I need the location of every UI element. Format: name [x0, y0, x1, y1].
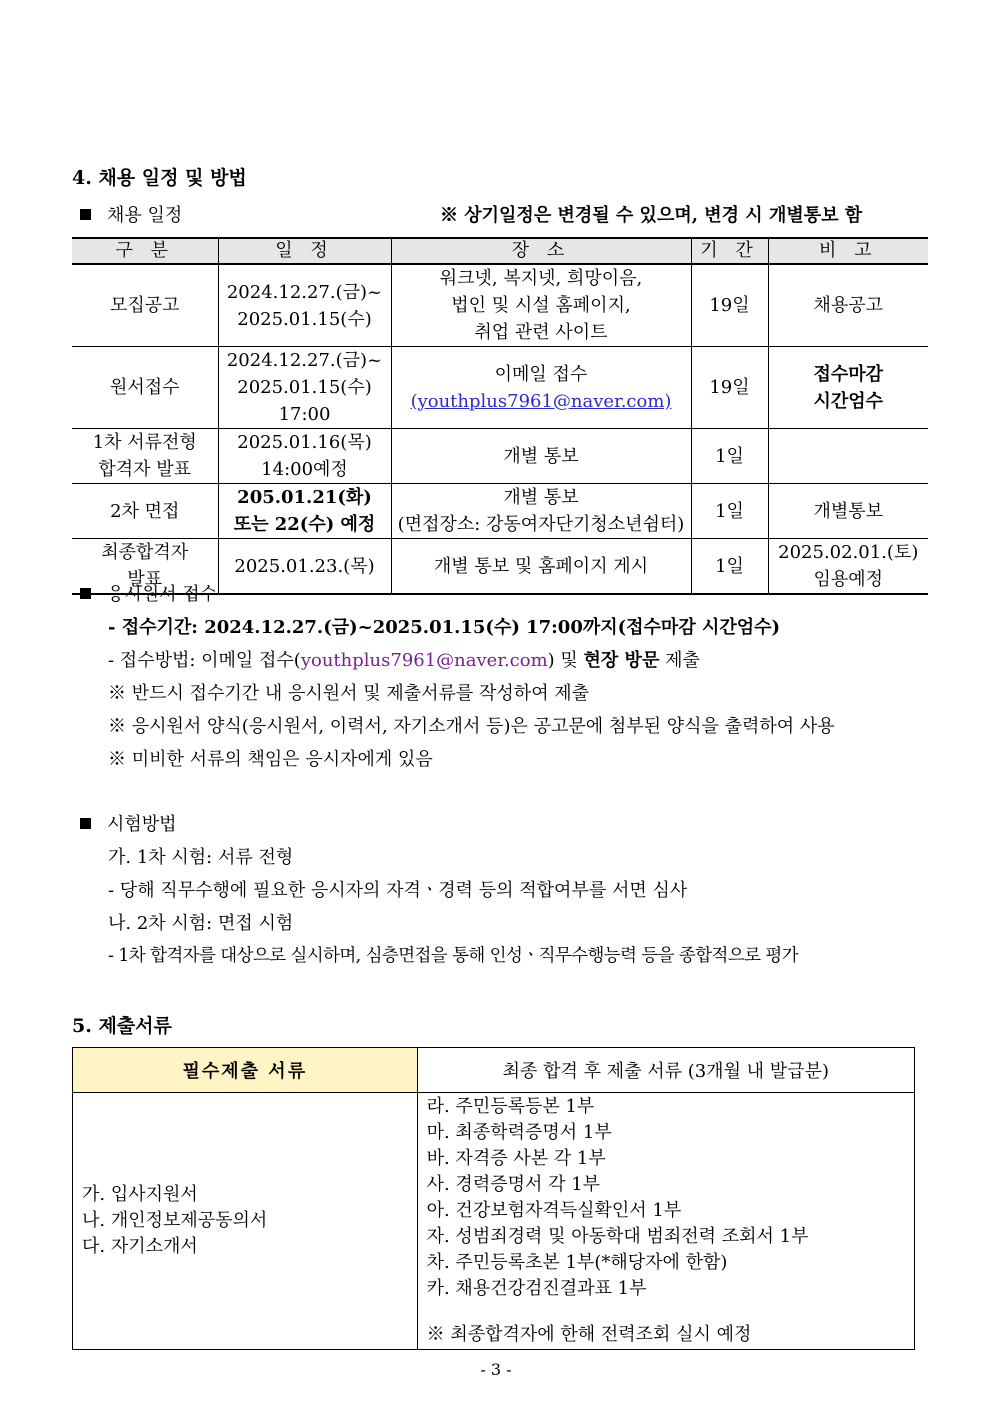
required-docs-header: 필수제출 서류	[73, 1048, 418, 1093]
schedule-label-row	[80, 201, 182, 227]
row-date: 2025.01.23.(목)	[218, 539, 391, 595]
square-bullet-icon	[80, 818, 91, 829]
name-line: 발표	[127, 569, 163, 590]
square-bullet-icon	[80, 209, 91, 220]
date-line: 2024.12.27.(금)~	[226, 350, 383, 371]
row-place	[391, 347, 691, 429]
row-note: 개별통보	[768, 484, 928, 539]
list-item: 라. 주민등록등본 1부	[426, 1096, 595, 1117]
note-line: 임용예정	[813, 569, 884, 590]
row-name: 원서접수	[72, 347, 218, 429]
application-label-row	[80, 578, 835, 611]
list-item: 마. 최종학력증명서 1부	[426, 1122, 612, 1143]
row-period: 1일	[691, 429, 768, 484]
documents-table	[72, 1047, 915, 1350]
row-place	[391, 484, 691, 539]
email-link[interactable]: (youthplus7961@naver.com)	[410, 390, 672, 412]
exam-section	[80, 808, 798, 973]
row-note	[768, 429, 928, 484]
list-item: 카. 채용건강검진결과표 1부	[426, 1278, 647, 1299]
row-name	[72, 429, 218, 484]
schedule-label: 채용 일정	[107, 205, 183, 226]
list-item: 가. 입사지원서	[82, 1184, 198, 1205]
date-line: 2025.01.16(목)	[237, 432, 372, 453]
place-line: 개별 통보	[503, 487, 579, 508]
note-line: 접수마감	[813, 363, 884, 385]
header-category: 구 분	[72, 238, 218, 264]
row-place	[391, 264, 691, 347]
row-place: 개별 통보 및 홈페이지 게시	[391, 539, 691, 595]
header-date: 일 정	[218, 238, 391, 264]
schedule-header-row	[72, 238, 928, 264]
table-row	[72, 347, 928, 429]
method-suffix: 제출	[659, 650, 700, 671]
row-period: 19일	[691, 264, 768, 347]
final-docs-list	[419, 1094, 913, 1348]
date-line: 또는 22(수) 예정	[233, 514, 376, 535]
list-item: 바. 자격증 사본 각 1부	[426, 1148, 606, 1169]
method-prefix: - 접수방법: 이메일 접수(	[108, 650, 301, 671]
exam-label-row	[80, 808, 798, 841]
name-line: 합격자 발표	[98, 459, 192, 480]
name-line: 1차 서류전형	[92, 432, 197, 453]
date-line: 14:00예정	[261, 459, 348, 480]
list-item: 나. 개인정보제공동의서	[82, 1210, 268, 1231]
name-line: 최종합격자	[101, 542, 189, 563]
date-line: 2024.12.27.(금)~	[226, 281, 383, 303]
place-line: 워크넷, 복지넷, 희망이음,	[439, 268, 643, 289]
list-item: 사. 경력증명서 각 1부	[426, 1174, 601, 1195]
table-row	[72, 484, 928, 539]
row-place: 개별 통보	[391, 429, 691, 484]
header-place: 장 소	[391, 238, 691, 264]
application-note: ※ 미비한 서류의 책임은 응시자에게 있음	[108, 749, 433, 770]
list-item: 차. 주민등록초본 1부(*해당자에 한함)	[426, 1252, 728, 1273]
square-bullet-icon	[80, 588, 91, 599]
date-line: 205.01.21(화)	[237, 487, 372, 508]
final-docs-header: 최종 합격 후 제출 서류 (3개월 내 발급분)	[417, 1048, 914, 1093]
page-number: - 3 -	[480, 1360, 512, 1379]
table-row	[72, 429, 928, 484]
application-section	[80, 578, 835, 776]
final-docs-cell	[417, 1093, 914, 1350]
date-line: 2025.01.15(수) 17:00	[237, 377, 372, 425]
method-onsite: 현장 방문	[583, 650, 660, 671]
exam-label: 시험방법	[107, 814, 177, 835]
exam-line: 가. 1차 시험: 서류 전형	[108, 847, 294, 868]
place-line: 법인 및 시설 홈페이지,	[451, 295, 631, 316]
list-item: 아. 건강보험자격득실확인서 1부	[426, 1200, 682, 1221]
table-row	[72, 264, 928, 347]
method-email[interactable]: youthplus7961@naver.com	[300, 650, 548, 671]
row-name: 2차 면접	[72, 484, 218, 539]
application-note: ※ 응시원서 양식(응시원서, 이력서, 자기소개서 등)은 공고문에 첨부된 양식을 출력하여 사용	[108, 716, 835, 737]
section-4-title: 4. 채용 일정 및 방법	[72, 167, 247, 189]
schedule-notice: ※ 상기일정은 변경될 수 있으며, 변경 시 개별통보 함	[440, 205, 863, 226]
row-name: 모집공고	[72, 264, 218, 347]
row-period: 19일	[691, 347, 768, 429]
section-5-title: 5. 제출서류	[72, 1015, 172, 1037]
place-line: (면접장소: 강동여자단기청소년쉼터)	[397, 514, 685, 535]
list-item: 자. 성범죄경력 및 아동학대 범죄전력 조회서 1부	[426, 1226, 809, 1247]
exam-line: 나. 2차 시험: 면접 시험	[108, 913, 294, 934]
required-docs-list	[74, 1182, 416, 1260]
row-date	[218, 429, 391, 484]
exam-line: - 당해 직무수행에 필요한 응시자의 자격ㆍ경력 등의 적합여부를 서면 심사	[108, 880, 688, 901]
application-label: 응시원서 접수	[107, 584, 218, 605]
header-period: 기 간	[691, 238, 768, 264]
date-line: 2025.01.15(수)	[237, 308, 372, 330]
application-method	[80, 644, 835, 677]
list-item: 다. 자기소개서	[82, 1236, 198, 1257]
row-date	[218, 347, 391, 429]
note-line: 2025.02.01.(토)	[778, 542, 919, 563]
header-note: 비 고	[768, 238, 928, 264]
final-docs-note: ※ 최종합격자에 한해 전력조회 실시 예정	[426, 1324, 752, 1345]
row-date	[218, 484, 391, 539]
required-docs-cell	[73, 1093, 418, 1350]
schedule-table	[72, 237, 928, 595]
spacer	[427, 1302, 913, 1322]
exam-line: - 1차 합격자를 대상으로 실시하며, 심층면접을 통해 인성ㆍ직무수행능력 등을 종합적으로 평가	[108, 946, 799, 966]
row-note	[768, 347, 928, 429]
note-line: 시간엄수	[813, 390, 884, 412]
row-period: 1일	[691, 484, 768, 539]
method-mid: ) 및	[547, 650, 584, 671]
application-note: ※ 반드시 접수기간 내 응시원서 및 제출서류를 작성하여 제출	[108, 683, 590, 704]
row-period: 1일	[691, 539, 768, 595]
row-note: 채용공고	[768, 264, 928, 347]
row-date	[218, 264, 391, 347]
place-line: 취업 관련 사이트	[474, 322, 608, 343]
application-period: - 접수기간: 2024.12.27.(금)~2025.01.15(수) 17:00까지(접수마감 시간엄수)	[108, 617, 781, 638]
place-line: 이메일 접수	[494, 363, 588, 385]
